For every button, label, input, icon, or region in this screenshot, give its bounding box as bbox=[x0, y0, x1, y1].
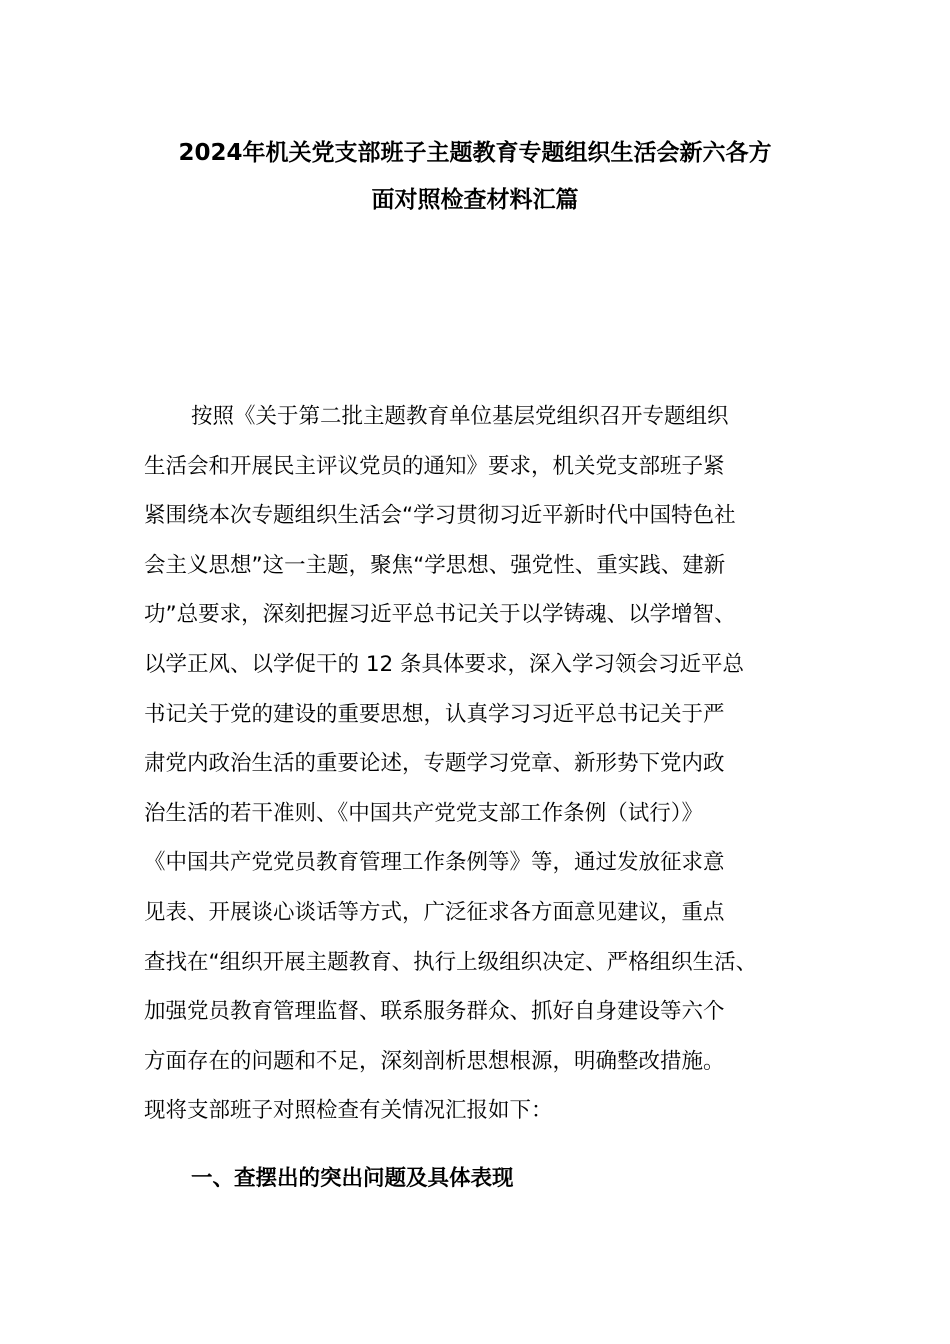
title-line-2: 面对照检查材料汇篇 bbox=[371, 187, 579, 213]
section-heading: 一、查摆出的突出问题及具体表现 bbox=[191, 1166, 514, 1191]
title-line-1: 2024年机关党支部班子主题教育专题组织生活会新六各方 bbox=[178, 140, 772, 166]
paragraph-line-3: 紧围绕本次专题组织生活会“学习贯彻习近平新时代中国特色社 bbox=[144, 503, 736, 529]
paragraph-line-14: 方面存在的问题和不足，深刻剖析思想根源，明确整改措施。 bbox=[144, 1048, 725, 1074]
paragraph-line-10: 《中国共产党党员教育管理工作条例等》等，通过发放征求意 bbox=[144, 850, 725, 876]
paragraph-line-4: 会主义思想”这一主题，聚焦“学思想、强党性、重实践、建新 bbox=[144, 552, 726, 578]
document-title bbox=[140, 130, 810, 224]
paragraph-line-8: 肃党内政治生活的重要论述，专题学习党章、新形势下党内政 bbox=[144, 751, 725, 777]
paragraph-line-11: 见表、开展谈心谈话等方式，广泛征求各方面意见建议，重点 bbox=[144, 899, 725, 925]
paragraph-line-1: 按照《关于第二批主题教育单位基层党组织召开专题组织 bbox=[191, 404, 729, 429]
paragraph-line-2: 生活会和开展民主评议党员的通知》要求，机关党支部班子紧 bbox=[144, 453, 725, 479]
paragraph-line-13: 加强党员教育管理监督、联系服务群众、抓好自身建设等六个 bbox=[144, 999, 725, 1025]
paragraph-line-12: 查找在“组织开展主题教育、执行上级组织决定、严格组织生活、 bbox=[144, 949, 758, 975]
body-paragraph bbox=[144, 392, 814, 1136]
paragraph-line-15: 现将支部班子对照检查有关情况汇报如下： bbox=[144, 1098, 553, 1124]
paragraph-line-9: 治生活的若干准则、《中国共产党党支部工作条例（试行）》 bbox=[144, 800, 704, 826]
paragraph-line-7: 书记关于党的建设的重要思想，认真学习习近平总书记关于严 bbox=[144, 701, 725, 727]
paragraph-line-5: 功”总要求，深刻把握习近平总书记关于以学铸魂、以学增智、 bbox=[144, 602, 736, 628]
paragraph-line-6: 以学正风、以学促干的 12 条具体要求，深入学习领会习近平总 bbox=[144, 651, 745, 677]
